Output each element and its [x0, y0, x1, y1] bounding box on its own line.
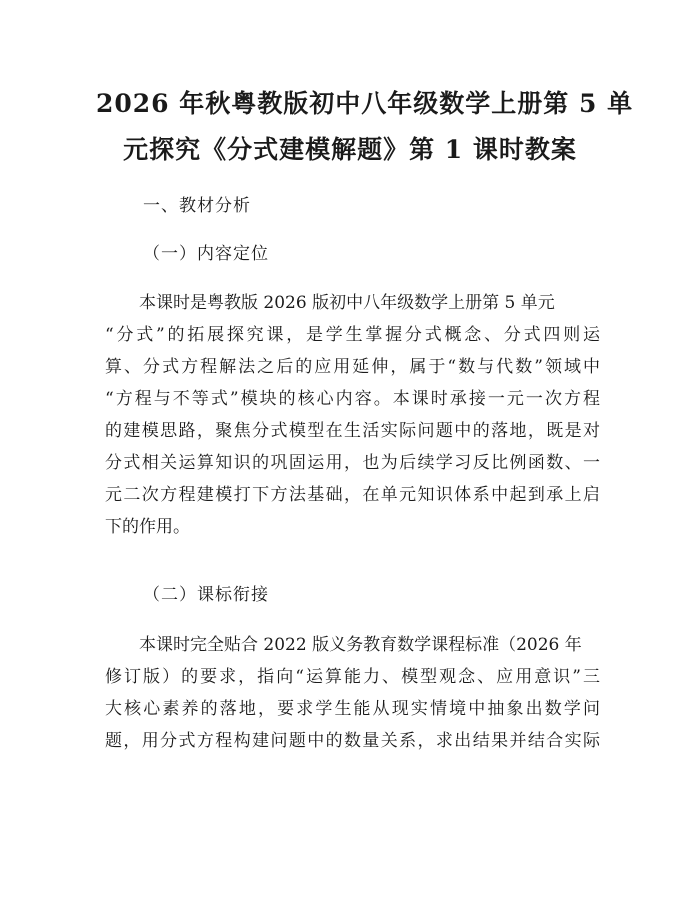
paragraph-line: 大核心素养的落地，要求学生能从现实情境中抽象出数学问 — [105, 699, 600, 719]
paragraph-line: “方程与不等式”模块的核心内容。本课时承接一元一次方程 — [105, 389, 600, 409]
section-heading-textbook-analysis: 一、教材分析 — [143, 196, 251, 216]
paragraph-line: 元二次方程建模打下方法基础，在单元知识体系中起到承上启 — [105, 485, 600, 505]
paragraph-line: 分式相关运算知识的巩固运用，也为后续学习反比例函数、一 — [105, 453, 600, 473]
subsection-heading-curriculum-standards: （二）课标衔接 — [143, 585, 269, 605]
paragraph-line: 题，用分式方程构建问题中的数量关系，求出结果并结合实际 — [105, 731, 600, 751]
paragraph-line: 本课时是粤教版 2026 版初中八年级数学上册第 5 单元 — [139, 293, 555, 313]
paragraph-line: 下的作用。 — [105, 517, 190, 537]
document-title-line-2: 元探究《分式建模解题》第 1 课时教案 — [123, 135, 577, 164]
paragraph-line: 的建模思路，聚焦分式模型在生活实际问题中的落地，既是对 — [105, 421, 600, 441]
subsection-heading-content-positioning: （一）内容定位 — [143, 244, 269, 264]
paragraph-line: 算、分式方程解法之后的应用延伸，属于“数与代数”领域中 — [105, 357, 600, 377]
paragraph-line: 本课时完全贴合 2022 版义务教育数学课程标准（2026 年 — [139, 635, 582, 655]
paragraph-line: 修订版）的要求，指向“运算能力、模型观念、应用意识”三 — [105, 667, 600, 687]
paragraph-line: “分式”的拓展探究课，是学生掌握分式概念、分式四则运 — [105, 325, 600, 345]
document-title-line-1: 2026 年秋粤教版初中八年级数学上册第 5 单 — [96, 89, 634, 118]
